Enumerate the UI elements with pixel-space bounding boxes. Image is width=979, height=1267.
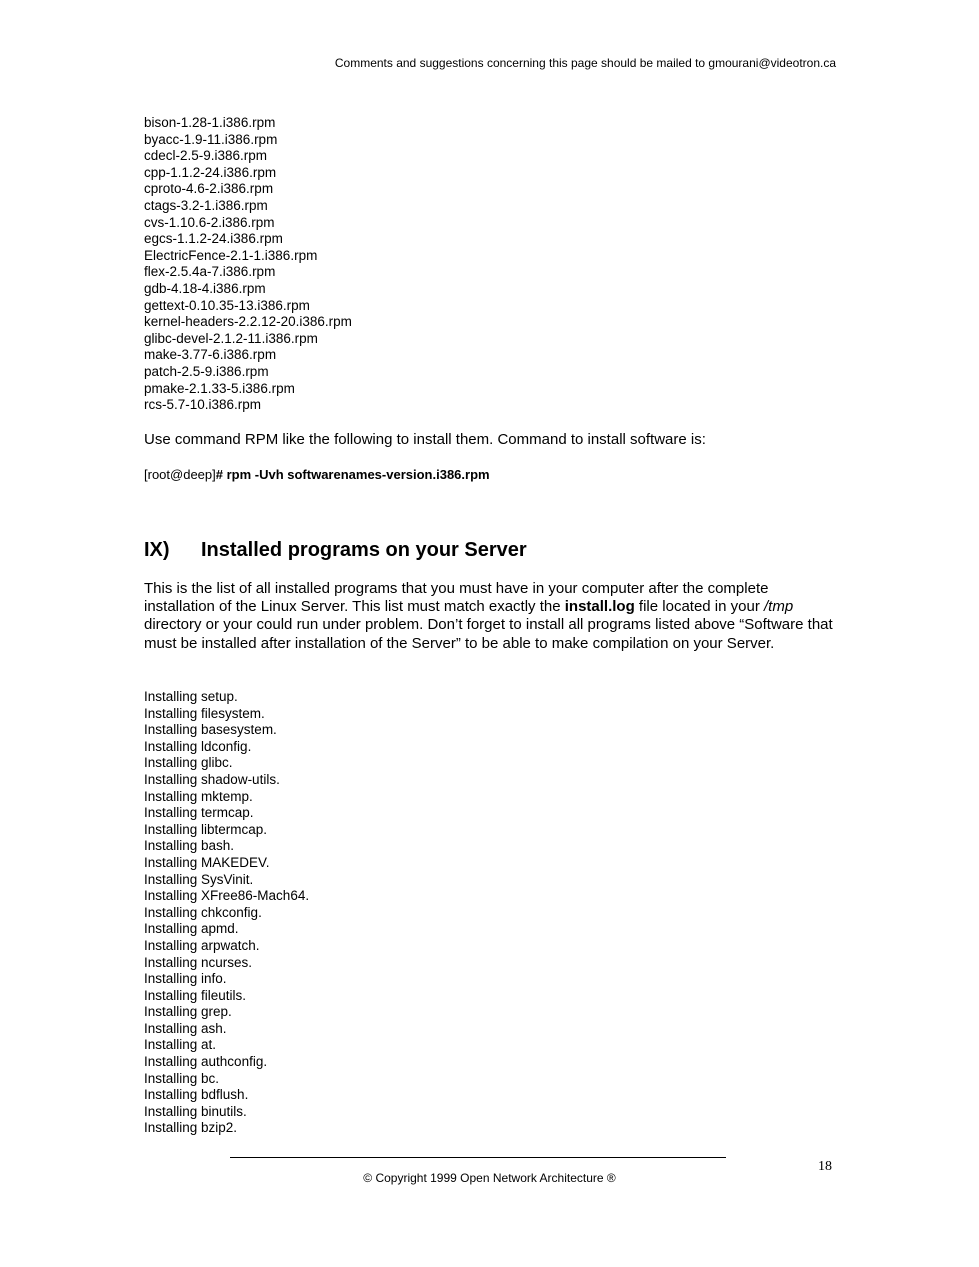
section-paragraph	[144, 580, 834, 653]
list-item: Installing XFree86-Mach64.	[144, 888, 310, 904]
list-item: bison-1.28-1.i386.rpm	[144, 115, 276, 130]
list-item: ctags-3.2-1.i386.rpm	[144, 197, 268, 213]
list-item: Installing ncurses.	[144, 954, 253, 970]
list-item: Installing authconfig.	[144, 1054, 268, 1070]
section-number: IX)	[144, 539, 170, 561]
list-item: Installing libtermcap.	[144, 821, 268, 837]
list-item: cpp-1.1.2-24.i386.rpm	[144, 164, 277, 180]
paragraph-text: This is the list of all installed programs that you must have in your computer after the complete installation of the Linux Server. This list must match exactly the	[144, 580, 769, 616]
list-item: Installing ash.	[144, 1020, 227, 1036]
list-item: gettext-0.10.35-13.i386.rpm	[144, 297, 310, 313]
install-command	[144, 467, 490, 482]
list-item: Installing setup.	[144, 689, 238, 704]
list-item: flex-2.5.4a-7.i386.rpm	[144, 264, 276, 280]
list-item: byacc-1.9-11.i386.rpm	[144, 131, 278, 147]
list-item: Installing bdflush.	[144, 1087, 249, 1103]
list-item: cproto-4.6-2.i386.rpm	[144, 181, 274, 197]
command-text: # rpm -Uvh softwarenames-version.i386.rpm	[215, 467, 490, 482]
tmp-directory: /tmp	[764, 598, 794, 616]
list-item: Installing grep.	[144, 1004, 232, 1020]
paragraph-text: file located in your	[634, 598, 765, 616]
installed-programs-list	[144, 689, 309, 1137]
list-item: rcs-5.7-10.i386.rpm	[144, 397, 262, 413]
list-item: patch-2.5-9.i386.rpm	[144, 363, 269, 379]
rpm-package-list	[144, 115, 352, 414]
list-item: Installing bzip2.	[144, 1120, 238, 1136]
page-number: 18	[818, 1159, 832, 1174]
list-item: Installing MAKEDEV.	[144, 854, 270, 870]
list-item: egcs-1.1.2-24.i386.rpm	[144, 231, 283, 247]
list-item: Installing mktemp.	[144, 788, 253, 804]
section-heading	[144, 539, 527, 562]
list-item: Installing bc.	[144, 1070, 220, 1086]
list-item: Installing info.	[144, 971, 227, 987]
list-item: Installing termcap.	[144, 805, 254, 821]
list-item: Installing chkconfig.	[144, 904, 262, 920]
install-log-filename: install.log	[564, 598, 635, 616]
list-item: Installing fileutils.	[144, 987, 247, 1003]
list-item: Installing bash.	[144, 838, 235, 854]
list-item: Installing glibc.	[144, 755, 233, 771]
list-item: glibc-devel-2.1.2-11.i386.rpm	[144, 330, 318, 346]
copyright-notice: © Copyright 1999 Open Network Architecture ®	[363, 1171, 616, 1185]
list-item: Installing at.	[144, 1037, 217, 1053]
list-item: pmake-2.1.33-5.i386.rpm	[144, 380, 295, 396]
list-item: Installing ldconfig.	[144, 738, 252, 754]
list-item: Installing basesystem.	[144, 722, 277, 738]
list-item: cvs-1.10.6-2.i386.rpm	[144, 214, 275, 230]
page-header: Comments and suggestions concerning this page should be mailed to gmourani@videotron.ca	[334, 56, 836, 70]
list-item: Installing filesystem.	[144, 705, 265, 721]
section-title: Installed programs on your Server	[201, 539, 527, 561]
list-item: Installing shadow-utils.	[144, 771, 280, 787]
list-item: kernel-headers-2.2.12-20.i386.rpm	[144, 314, 352, 330]
list-item: ElectricFence-2.1-1.i386.rpm	[144, 247, 318, 263]
install-intro-text: Use command RPM like the following to install them. Command to install software is:	[144, 431, 706, 448]
list-item: gdb-4.18-4.i386.rpm	[144, 280, 266, 296]
list-item: cdecl-2.5-9.i386.rpm	[144, 148, 268, 164]
list-item: Installing apmd.	[144, 921, 239, 937]
footer-divider	[230, 1157, 726, 1158]
list-item: make-3.77-6.i386.rpm	[144, 347, 277, 363]
list-item: Installing arpwatch.	[144, 937, 260, 953]
list-item: Installing SysVinit.	[144, 871, 254, 887]
paragraph-text: directory or your could run under problem. Don’t forget to install all programs listed above “Software that must be installed after installation of the Server” to be able to make compilation on your Server.	[144, 616, 833, 652]
command-prompt: [root@deep]	[144, 467, 216, 482]
list-item: Installing binutils.	[144, 1103, 247, 1119]
